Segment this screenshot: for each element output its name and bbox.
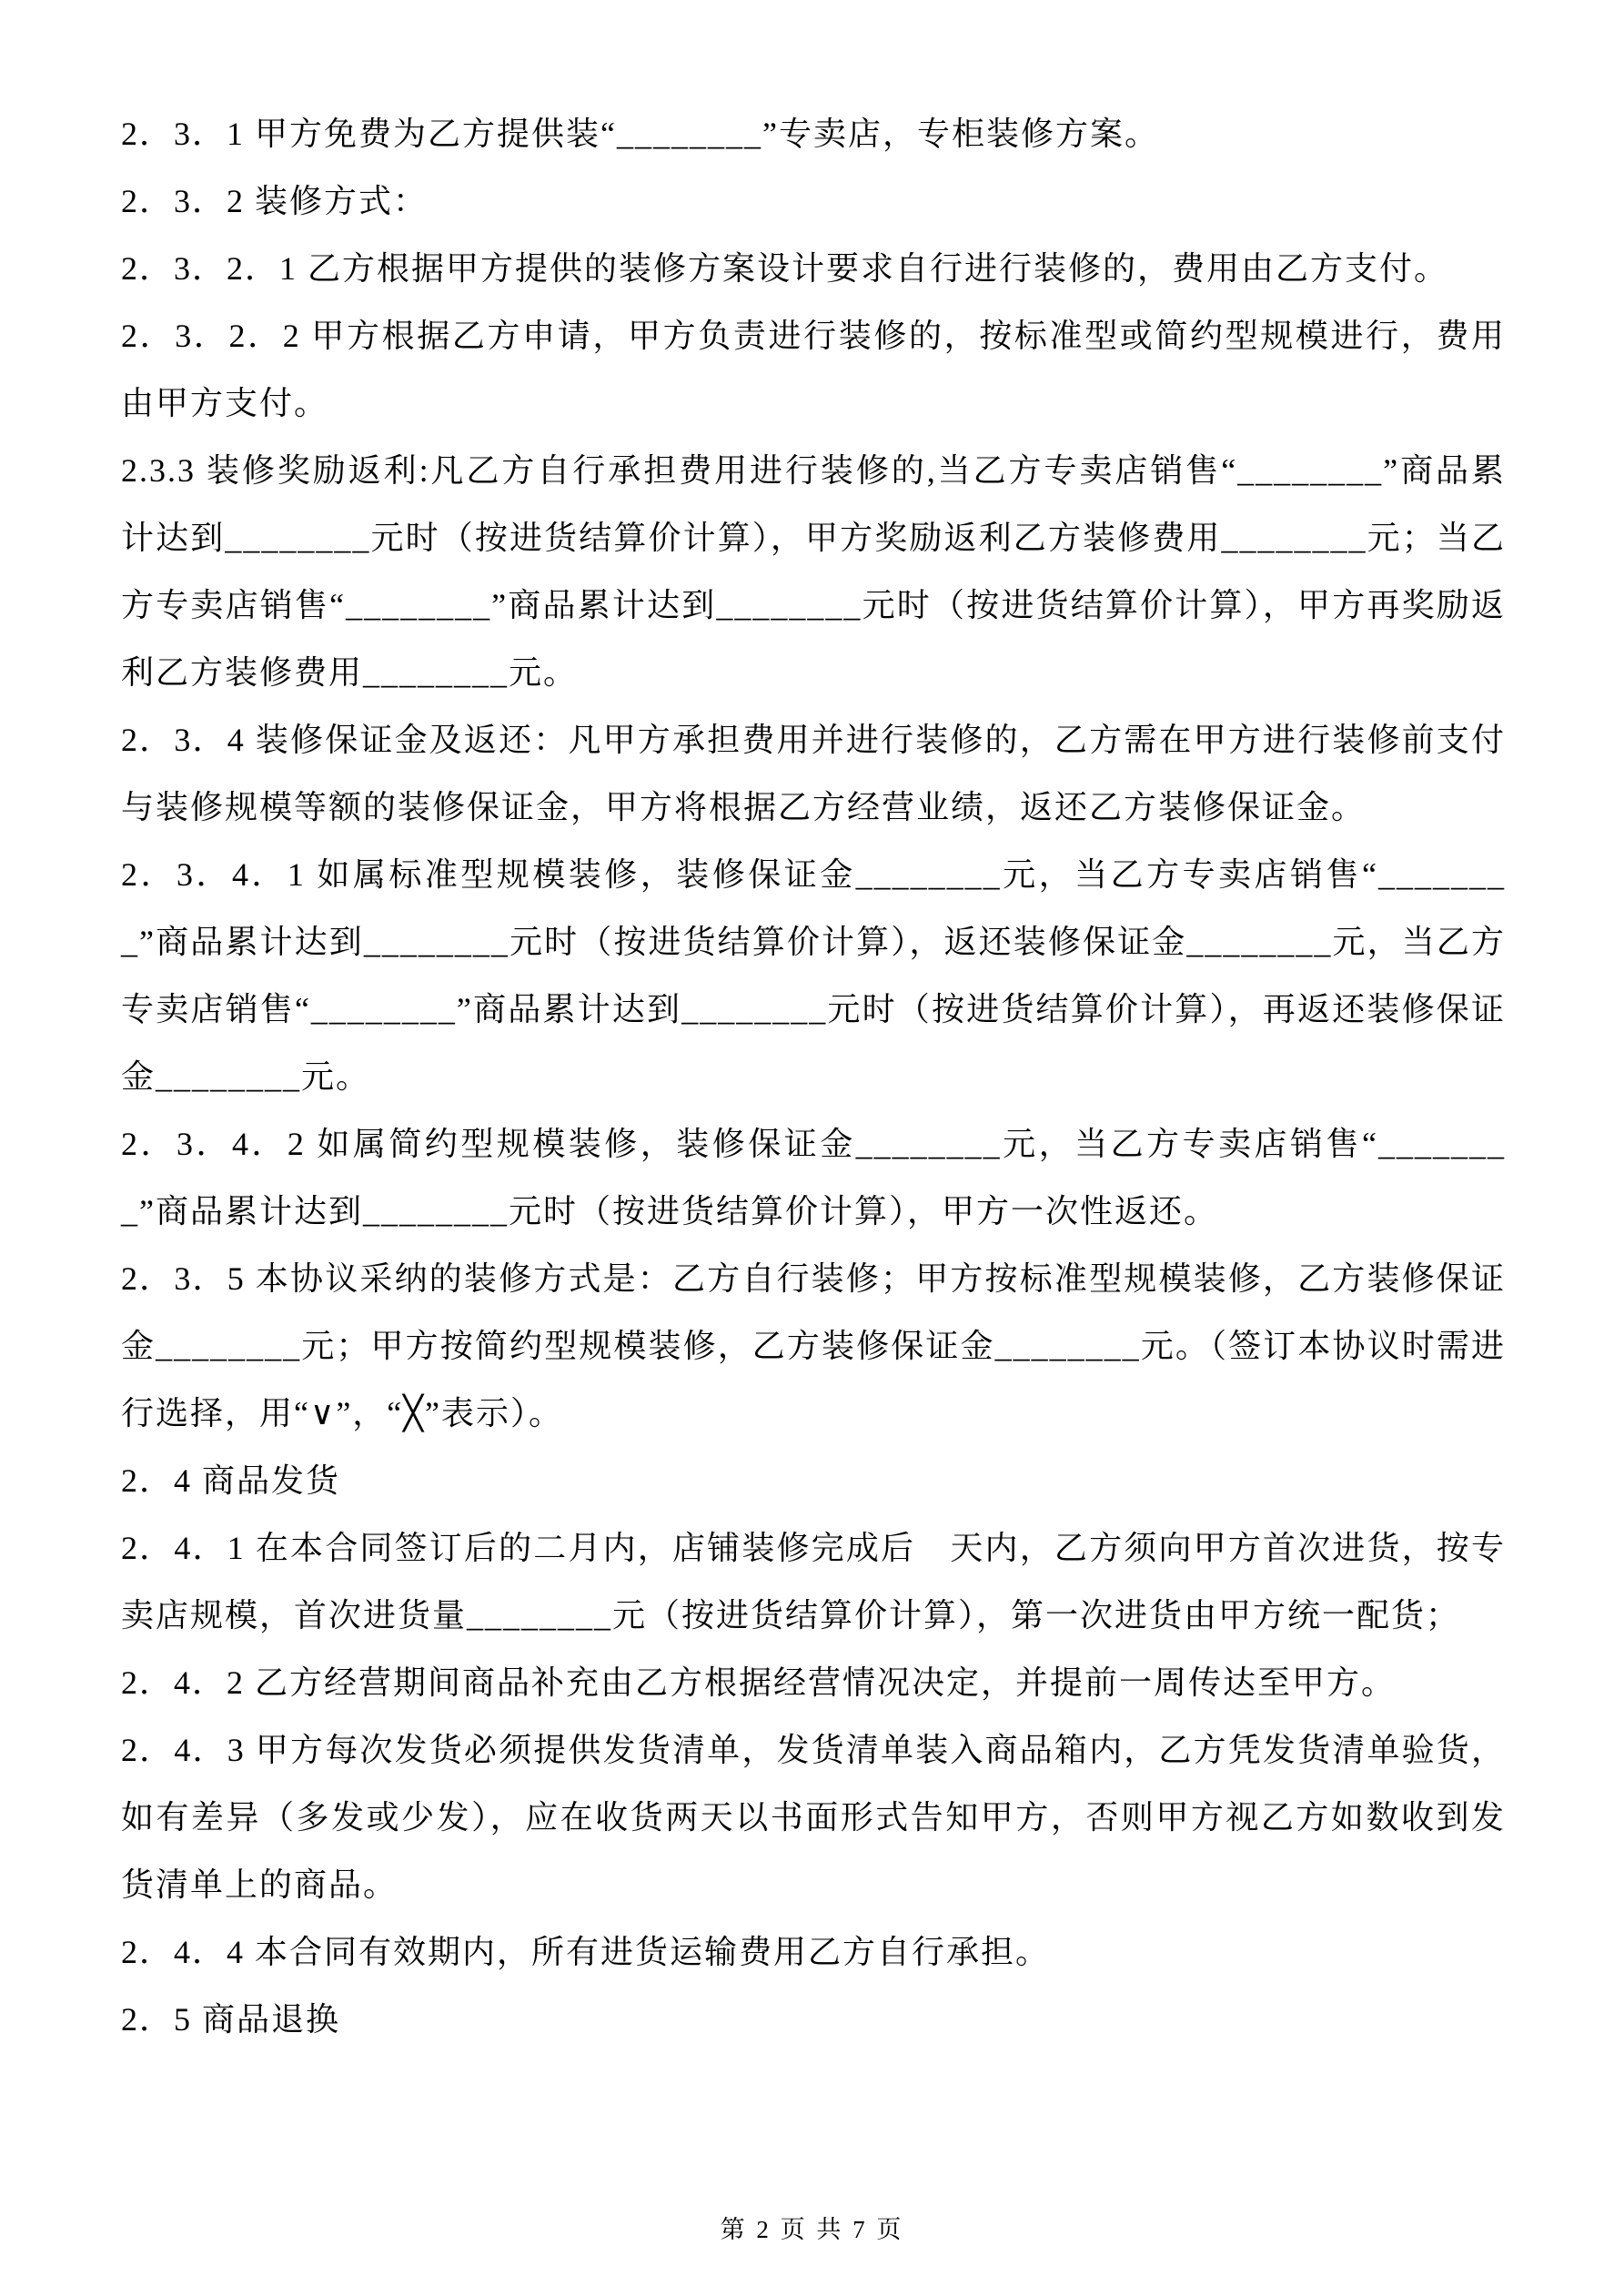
page-number-text: 第 2 页 共 7 页 (720, 2216, 904, 2243)
page-footer (0, 2211, 1624, 2248)
clause-2-4-3: 2．4．3 甲方每次发货必须提供发货清单，发货清单装入商品箱内，乙方凭发货清单验货，如有差异（多发或少发），应在收货两天以书面形式告知甲方，否则甲方视乙方如数收到发货清单上的商品。 (121, 1732, 1506, 1903)
clause-2-4-1: 2．4．1 在本合同签订后的二月内，店铺装修完成后 天内，乙方须向甲方首次进货，按专卖店规模，首次进货量________元（按进货结算价计算），第一次进货由甲方统一配货； (121, 1530, 1506, 1633)
clause-2-3-3: 2.3.3 装修奖励返利:凡乙方自行承担费用进行装修的,当乙方专卖店销售“________”商品累计达到________元时（按进货结算价计算），甲方奖励返利乙方装修费用________元；当乙方专卖店销售“________”商品累计达到________元时（按进货结算价计算），甲方再奖励返利乙方装修费用________元。 (121, 452, 1506, 691)
clause-2-4-2: 2．4．2 乙方经营期间商品补充由乙方根据经营情况决定，并提前一周传达至甲方。 (121, 1664, 1397, 1701)
clause-2-3-2-2: 2．3．2．2 甲方根据乙方申请，甲方负责进行装修的，按标准型或简约型规模进行，费用由甲方支付。 (121, 318, 1506, 421)
clause-2-3-1: 2．3．1 甲方免费为乙方提供装“________”专卖店，专柜装修方案。 (121, 116, 1159, 152)
clause-2-4-4: 2．4．4 本合同有效期内，所有进货运输费用乙方自行承担。 (121, 1934, 1051, 1970)
clause-2-3-4-2: 2．3．4．2 如属简约型规模装修，装修保证金________元，当乙方专卖店销售“________”商品累计达到________元时（按进货结算价计算），甲方一次性返还。 (121, 1126, 1506, 1229)
clause-2-3-5: 2．3．5 本协议采纳的装修方式是：乙方自行装修；甲方按标准型规模装修，乙方装修保证金________元；甲方按简约型规模装修，乙方装修保证金________元。（签订本协议时需进行选择，用“∨”，“╳”表示）。 (121, 1260, 1506, 1431)
clause-2-4-heading: 2．4 商品发货 (121, 1462, 341, 1499)
clause-2-5-heading: 2．5 商品退换 (121, 2001, 341, 2038)
clause-2-3-4-1: 2．3．4．1 如属标准型规模装修，装修保证金________元，当乙方专卖店销售“________”商品累计达到________元时（按进货结算价计算），返还装修保证金________元，当乙方专卖店销售“________”商品累计达到________元时（按进货结算价计算），再返还装修保证金________元。 (121, 856, 1506, 1095)
clause-2-3-2-1: 2．3．2．1 乙方根据甲方提供的装修方案设计要求自行进行装修的，费用由乙方支付。 (121, 250, 1449, 287)
clause-2-3-2: 2．3．2 装修方式： (121, 183, 429, 219)
clause-2-3-4: 2．3．4 装修保证金及返还：凡甲方承担费用并进行装修的，乙方需在甲方进行装修前支付与装修规模等额的装修保证金，甲方将根据乙方经营业绩，返还乙方装修保证金。 (121, 722, 1506, 825)
document-page (121, 100, 1506, 2053)
